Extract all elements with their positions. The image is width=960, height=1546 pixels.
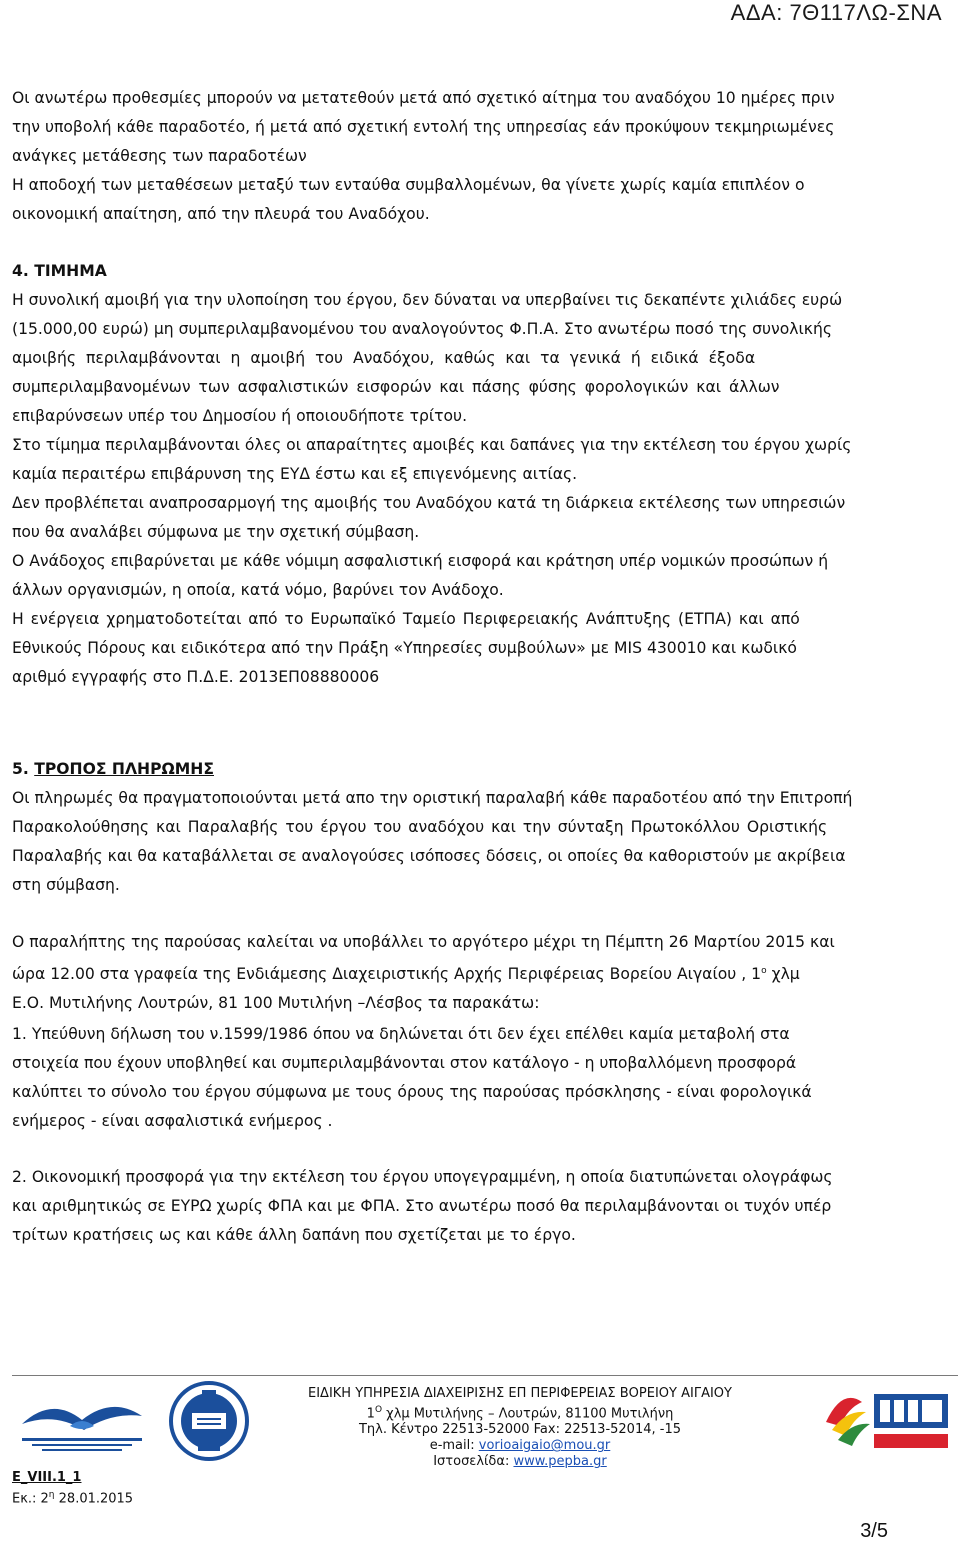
document-edition [12,1490,133,1506]
text-line: Η ενέργεια χρηματοδοτείται από το Ευρωπαϊκό Ταμείο Περιφερειακής Ανάπτυξης (ΕΤΠΑ) και από [12,610,800,628]
text-line: Η συνολική αμοιβή για την υλοποίηση του έργου, δεν δύναται να υπερβαίνει τις δεκαπέντε χιλιάδες ευρώ [12,291,843,309]
text-line: Στο τίμημα περιλαμβάνονται όλες οι απαραίτητες αμοιβές και δαπάνες για την εκτέλεση του έργου χωρίς [12,436,852,454]
text-line: Οι ανωτέρω προθεσμίες μπορούν να μετατεθούν μετά από σχετικό αίτημα του αναδόχου 10 ημέρες πριν [12,89,835,107]
espa-logo-icon [822,1382,952,1458]
text-line: ενήμερος - είναι ασφαλιστικά ενήμερος . [12,1112,333,1130]
text-line: 1. Υπεύθυνη δήλωση του ν.1599/1986 όπου να δηλώνεται ότι δεν έχει επέλθει καμία μεταβολή στα [12,1025,790,1043]
text-line: αμοιβής περιλαμβάνονται η αμοιβή του Αναδόχου, καθώς και τα γενικά ή ειδικά έξοδα [12,349,756,367]
section-4 [12,257,936,692]
text-line: ανάγκες μετάθεσης των παραδοτέων [12,147,307,165]
text-line: Ο παραλήπτης της παρούσας καλείται να υποβάλλει το αργότερο μέχρι τη Πέμπτη 26 Μαρτίου 2015 και [12,933,835,951]
item-2 [12,1163,936,1250]
text-line: 2. Οικονομική προσφορά για την εκτέλεση του έργου υπογεγραμμένη, η οποία διατυπώνεται ολογράφως [12,1168,833,1186]
text-line: στοιχεία που έχουν υποβληθεί και συμπεριλαμβάνονται στον κατάλογο - η υποβαλλόμενη προσφορά [12,1054,797,1072]
text-line: που θα αναλάβει σύμφωνα με την σχετική σύμβαση. [12,523,420,541]
intro-paragraph [12,84,936,229]
footer-address [270,1402,770,1422]
text-line: την υποβολή κάθε παραδοτέο, ή μετά από σχετική εντολή της υπηρεσίας εάν προκύψουν τεκμηριωμένες [12,118,835,136]
footer-website [270,1454,770,1470]
text-segment: χλμ [766,965,800,984]
text-line: στη σύμβαση. [12,876,120,894]
text-line: Εθνικούς Πόρους και ειδικότερα από την Πράξη «Υπηρεσίες συμβούλων» με MIS 430010 και κωδικό [12,639,797,657]
text-segment: ώρα 12.00 στα γραφεία της Ενδιάμεσης Διαχειριστικής Αρχής Περιφέρειας Βορείου Αιγαίου , 1 [12,965,762,984]
section-5 [12,755,936,900]
text-line: Η αποδοχή των μεταθέσεων μεταξύ των ενταύθα συμβαλλομένων, θα γίνετε χωρίς καμία επιπλέον ο [12,176,805,194]
item-1 [12,1020,936,1136]
ada-code: ΑΔΑ: 7Θ117ΛΩ-ΣΝΑ [730,0,942,25]
footer-divider [12,1375,958,1376]
text-line: Παρακολούθησης και Παραλαβής του έργου του αναδόχου και την σύνταξη Πρωτοκόλλου Οριστικής [12,818,828,836]
text-segment: Εκ.: 2 [12,1491,49,1507]
text-line: καλύπτει το σύνολο του έργου σύμφωνα με τους όρους της παρούσας πρόσκλησης - είναι φορολογικά [12,1083,812,1101]
email-label: e-mail: [429,1438,479,1454]
email-link[interactable]: vorioaigaio@mou.gr [478,1438,611,1454]
submission-paragraph [12,928,936,1018]
superscript: Ο [374,1405,383,1415]
section-5-heading [12,755,936,784]
managing-authority-logo-icon [12,1386,152,1458]
text-line: άλλων οργανισμών, η οποία, κατά νόμο, βαρύνει τον Ανάδοχο. [12,581,504,599]
text-line: τρίτων κρατήσεις ως και κάθε άλλη δαπάνη που σχετίζεται με το έργο. [12,1226,576,1244]
text-segment: 1 [366,1406,375,1422]
footer-contact [270,1386,770,1470]
superscript: η [48,1490,55,1500]
website-link[interactable]: www.pepba.gr [513,1454,607,1470]
section-5-title: ΤΡΟΠΟΣ ΠΛΗΡΩΜΗΣ [34,760,214,778]
text-line: Ο Ανάδοχος επιβαρύνεται με κάθε νόμιμη ασφαλιστική εισφορά και κράτηση υπέρ νομικών προσώπων ή [12,552,829,570]
text-segment: χλμ Μυτιλήνης – Λουτρών, 81100 Μυτιλήνη [382,1406,674,1422]
page-number: 3/5 [860,1520,888,1542]
text-line [12,957,936,989]
section-4-heading: 4. ΤΙΜΗΜΑ [12,262,107,280]
footer-organisation: ΕΙΔΙΚΗ ΥΠΗΡΕΣΙΑ ΔΙΑΧΕΙΡΙΣΗΣ ΕΠ ΠΕΡΙΦΕΡΕΙΑΣ ΒΟΡΕΙΟΥ ΑΙΓΑΙΟΥ [308,1386,732,1401]
text-segment: 28.01.2015 [54,1491,134,1507]
footer-email [270,1438,770,1454]
text-line: συμπεριλαμβανομένων των ασφαλιστικών εισφορών και πάσης φύσης φορολογικών και άλλων [12,378,780,396]
text-line: Ε.Ο. Μυτιλήνης Λουτρών, 81 100 Μυτιλήνη –Λέσβος τα παρακάτω: [12,994,540,1013]
superscript: ο [761,966,767,976]
section-5-number: 5. [12,760,35,778]
text-line: καμία περαιτέρω επιβάρυνση της ΕΥΔ έστω και εξ επιγενόμενης αιτίας. [12,465,578,483]
text-line: αριθμό εγγραφής στο Π.Δ.Ε. 2013ΕΠ08880006 [12,668,380,686]
website-label: Ιστοσελίδα: [433,1454,514,1470]
text-line: (15.000,00 ευρώ) μη συμπεριλαμβανομένου του αναλογούντος Φ.Π.Α. Στο ανωτέρω ποσό της συνολικής [12,320,832,338]
text-line: Δεν προβλέπεται αναπροσαρμογή της αμοιβής του Αναδόχου κατά τη διάρκεια εκτέλεσης των υπηρεσιών [12,494,846,512]
text-line: και αριθμητικώς σε ΕΥΡΩ χωρίς ΦΠΑ και με ΦΠΑ. Στο ανωτέρω ποσό θα περιλαμβάνονται οι τυχόν υπέρ [12,1197,832,1215]
document-code: E_VIII.1_1 [12,1470,82,1485]
text-line: οικονομική απαίτηση, από την πλευρά του Αναδόχου. [12,205,430,223]
text-line: επιβαρύνσεων υπέρ του Δημοσίου ή οποιουδήποτε τρίτου. [12,407,468,425]
certification-seal-icon [162,1380,256,1462]
footer-phone: Τηλ. Κέντρο 22513-52000 Fax: 22513-52014, -15 [358,1422,681,1438]
text-line: Οι πληρωμές θα πραγματοποιούνται μετά απο την οριστική παραλαβή κάθε παραδοτέου από την Επιτροπή [12,789,853,807]
text-line: Παραλαβής και θα καταβάλλεται σε αναλογούσες ισόποσες δόσεις, οι οποίες θα καθοριστούν με ακρίβεια [12,847,846,865]
